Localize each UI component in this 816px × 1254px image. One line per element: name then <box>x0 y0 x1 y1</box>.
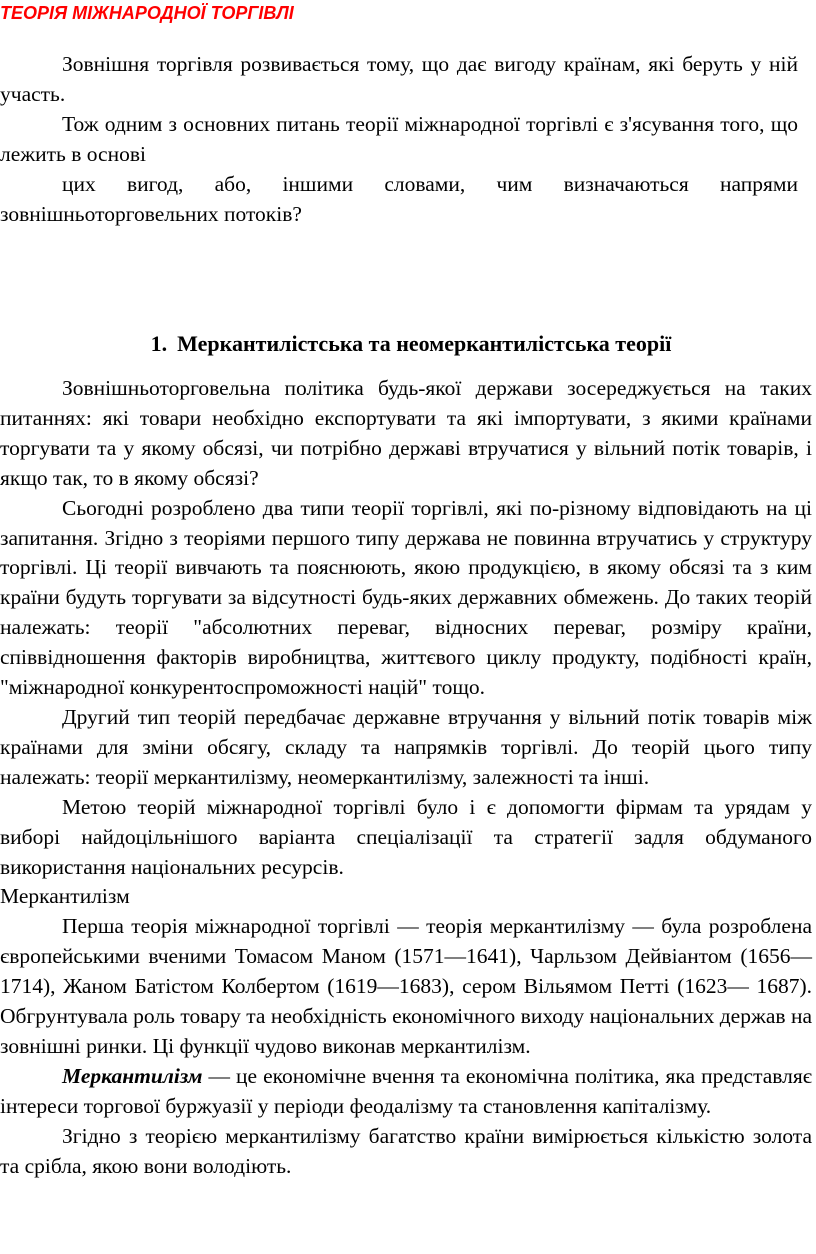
intro-paragraph-2: Тож одним з основних питань теорії міжнародної торгівлі є з'ясування того, що лежить в основі <box>0 111 798 166</box>
section-body <box>0 374 812 1181</box>
intro-paragraph-3: цих вигод, або, іншими словами, чим визначаються напрями зовнішньоторговельних потоків? <box>0 171 798 226</box>
body-paragraph-3: Другий тип теорій передбачає державне втручання у вільний потік товарів між країнами для зміни обсягу, складу та напрямків торгівлі. До теорій цього типу належать: теорії меркантилізму, неомеркантилізму, залежності та інші. <box>0 704 812 789</box>
body-paragraph-1: Зовнішньоторговельна політика будь-якої держави зосереджується на таких питаннях: які товари необхідно експортувати та які імпортувати, з якими країнами торгувати та у якому обсязі, чи потрібно державі втручатися у вільний потік товарів, і якщо так, то в якому обсязі? <box>0 376 812 490</box>
body-paragraph-4: Метою теорій міжнародної торгівлі було і є допомогти фірмам та урядам у виборі найдоцільнішого варіанта спеціалізації та стратегії задля обдуманого використання національних ресурсів. <box>0 794 812 879</box>
body-paragraph-7: Згідно з теорією меркантилізму багатство країни вимірюється кількістю золота та срібла, якою вони володіють. <box>0 1123 812 1178</box>
body-paragraph-2: Сьогодні розроблено два типи теорії торгівлі, які по-різному відповідають на ці запитання. Згідно з теоріями першого типу держава не повинна втручатись у структуру торгівлі. Ці теорії вивчають та пояснюють, якою продукцією, в якому обсязі та з ким країни будуть торгувати за відсутності будь-яких державних обмежень. До таких теорій належать: теорії "абсолютних переваг, відносних переваг, розміру країни, співвідношення факторів виробництва, життєвого циклу продукту, подібності країн, "міжнародної конкурентоспроможності націй" тощо. <box>0 495 812 700</box>
body-paragraph-5: Перша теорія міжнародної торгівлі — теорія меркантилізму — була розроблена європейськими вченими Томасом Маном (1571—1641), Чарльзом Дейвіантом (1656—1714), Жаном Батістом Колбертом (1619—1683), сером Вільямом Петті (1623— 1687). Обгрунтувала роль товару та необхідність економічного виходу національних держав на зовнішні ринки. Ці функції чудово виконав меркантилізм. <box>0 914 812 1058</box>
intro-block <box>0 50 798 229</box>
body-paragraph-6 <box>0 1062 812 1122</box>
intro-paragraph-1: Зовнішня торгівля розвивається тому, що дає вигоду країнам, які беруть у ній участь. <box>0 52 798 106</box>
subheading-mercantilism: Меркантилізм <box>0 884 130 909</box>
section-title: Меркантилістська та неомеркантилістська теорії <box>177 331 672 356</box>
section-number: 1. <box>150 331 168 356</box>
definition-text: — це економічне вчення та економічна політика, яка представляє інтереси торгової буржуазії у періоди феодалізму та становлення капіталізму. <box>0 1063 812 1118</box>
definition-term: Меркантилізм <box>62 1063 203 1088</box>
document-title: ТЕОРІЯ МІЖНАРОДНОЇ ТОРГІВЛІ <box>0 3 294 23</box>
section-heading <box>0 330 812 358</box>
